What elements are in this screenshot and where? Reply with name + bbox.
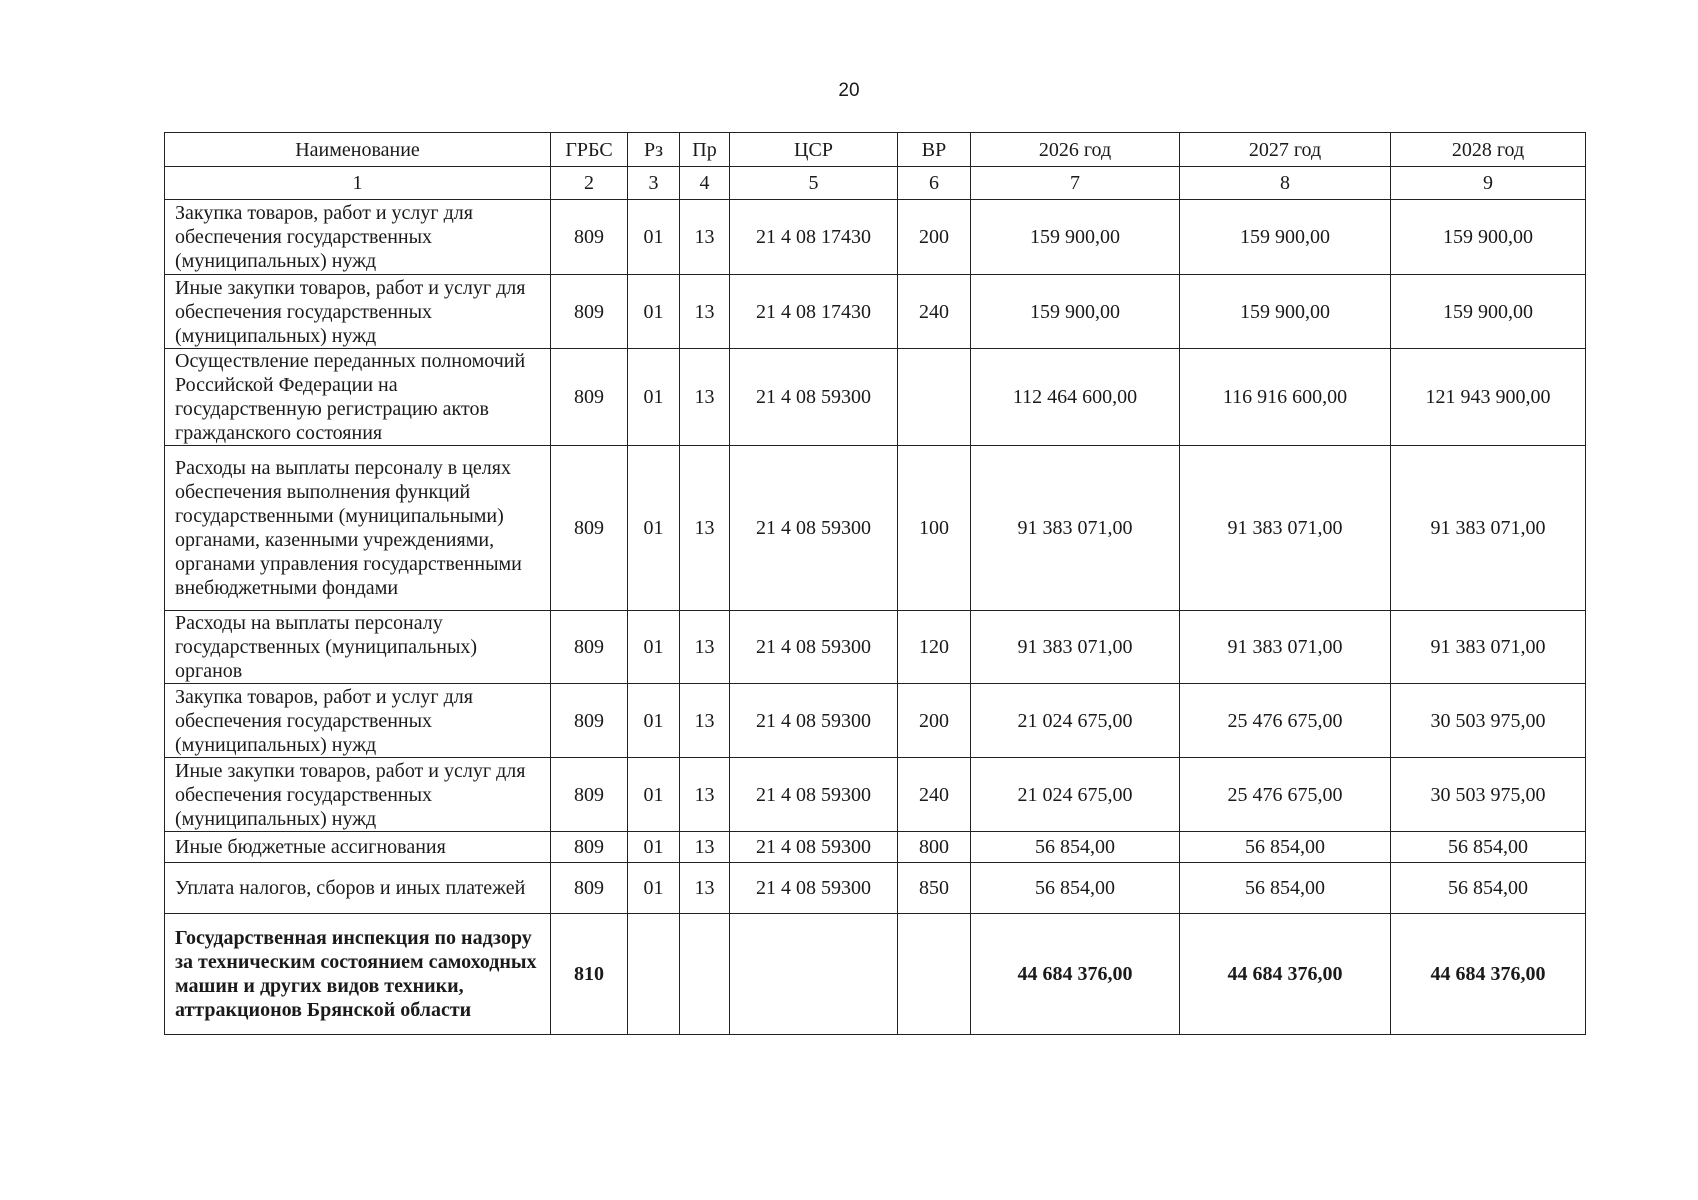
row-rz: 01 <box>628 611 680 684</box>
table-row <box>165 200 1586 275</box>
column-index: 7 <box>971 167 1180 200</box>
column-index: 4 <box>680 167 730 200</box>
table-row <box>165 914 1586 1035</box>
table-row <box>165 611 1586 684</box>
header-vr: ВР <box>898 133 971 167</box>
budget-table <box>164 132 1586 1035</box>
row-grbs: 810 <box>551 914 628 1035</box>
row-grbs: 809 <box>551 863 628 914</box>
header-name: Наименование <box>165 133 551 167</box>
table-row <box>165 349 1586 446</box>
row-amount-2027: 44 684 376,00 <box>1180 914 1391 1035</box>
header-row <box>165 133 1586 167</box>
row-amount-2027: 25 476 675,00 <box>1180 684 1391 758</box>
row-rz: 01 <box>628 275 680 349</box>
row-amount-2027: 56 854,00 <box>1180 832 1391 863</box>
table-row <box>165 275 1586 349</box>
row-amount-2026: 112 464 600,00 <box>971 349 1180 446</box>
row-vr: 100 <box>898 446 971 611</box>
row-pr: 13 <box>680 349 730 446</box>
column-index: 5 <box>730 167 898 200</box>
row-amount-2026: 21 024 675,00 <box>971 684 1180 758</box>
row-vr <box>898 349 971 446</box>
row-name: Иные закупки товаров, работ и услуг для обеспечения государственных (муниципальных) нужд <box>165 275 551 349</box>
row-amount-2028: 159 900,00 <box>1391 275 1586 349</box>
row-csr: 21 4 08 17430 <box>730 275 898 349</box>
row-csr: 21 4 08 59300 <box>730 863 898 914</box>
row-grbs: 809 <box>551 200 628 275</box>
column-index: 9 <box>1391 167 1586 200</box>
row-amount-2028: 91 383 071,00 <box>1391 611 1586 684</box>
row-amount-2028: 30 503 975,00 <box>1391 684 1586 758</box>
header-2027: 2027 год <box>1180 133 1391 167</box>
column-index: 1 <box>165 167 551 200</box>
row-amount-2026: 44 684 376,00 <box>971 914 1180 1035</box>
row-rz: 01 <box>628 446 680 611</box>
row-vr <box>898 914 971 1035</box>
row-amount-2026: 56 854,00 <box>971 832 1180 863</box>
row-pr: 13 <box>680 684 730 758</box>
column-index-row <box>165 167 1586 200</box>
header-grbs: ГРБС <box>551 133 628 167</box>
table-row <box>165 446 1586 611</box>
page-number: 20 <box>838 80 860 101</box>
row-amount-2028: 44 684 376,00 <box>1391 914 1586 1035</box>
row-pr: 13 <box>680 611 730 684</box>
row-amount-2027: 159 900,00 <box>1180 275 1391 349</box>
row-amount-2027: 159 900,00 <box>1180 200 1391 275</box>
row-grbs: 809 <box>551 832 628 863</box>
row-name: Осуществление переданных полномочий Российской Федерации на государственную регистрацию актов гражданского состояния <box>165 349 551 446</box>
row-name: Расходы на выплаты персоналу в целях обеспечения выполнения функций государственными (муниципальными) органами, казенными учреждениями, органами управления государственными внебюджетными фондами <box>165 446 551 611</box>
row-pr: 13 <box>680 832 730 863</box>
row-amount-2026: 91 383 071,00 <box>971 611 1180 684</box>
row-vr: 240 <box>898 275 971 349</box>
row-rz: 01 <box>628 200 680 275</box>
row-amount-2028: 56 854,00 <box>1391 832 1586 863</box>
row-rz: 01 <box>628 863 680 914</box>
header-2026: 2026 год <box>971 133 1180 167</box>
row-csr: 21 4 08 59300 <box>730 446 898 611</box>
row-name: Закупка товаров, работ и услуг для обеспечения государственных (муниципальных) нужд <box>165 200 551 275</box>
row-csr: 21 4 08 59300 <box>730 758 898 832</box>
row-csr: 21 4 08 59300 <box>730 684 898 758</box>
row-amount-2026: 56 854,00 <box>971 863 1180 914</box>
row-rz: 01 <box>628 684 680 758</box>
row-grbs: 809 <box>551 684 628 758</box>
row-rz: 01 <box>628 758 680 832</box>
row-csr <box>730 914 898 1035</box>
table-row <box>165 863 1586 914</box>
table-row <box>165 832 1586 863</box>
row-amount-2027: 56 854,00 <box>1180 863 1391 914</box>
row-name: Уплата налогов, сборов и иных платежей <box>165 863 551 914</box>
row-vr: 120 <box>898 611 971 684</box>
row-amount-2026: 159 900,00 <box>971 200 1180 275</box>
row-amount-2027: 91 383 071,00 <box>1180 611 1391 684</box>
column-index: 6 <box>898 167 971 200</box>
header-2028: 2028 год <box>1391 133 1586 167</box>
row-grbs: 809 <box>551 349 628 446</box>
row-grbs: 809 <box>551 758 628 832</box>
column-index: 2 <box>551 167 628 200</box>
row-pr: 13 <box>680 446 730 611</box>
row-csr: 21 4 08 17430 <box>730 200 898 275</box>
row-grbs: 809 <box>551 611 628 684</box>
row-amount-2026: 159 900,00 <box>971 275 1180 349</box>
row-amount-2028: 30 503 975,00 <box>1391 758 1586 832</box>
row-csr: 21 4 08 59300 <box>730 832 898 863</box>
row-name: Закупка товаров, работ и услуг для обеспечения государственных (муниципальных) нужд <box>165 684 551 758</box>
row-rz: 01 <box>628 349 680 446</box>
row-amount-2027: 25 476 675,00 <box>1180 758 1391 832</box>
row-pr <box>680 914 730 1035</box>
row-rz <box>628 914 680 1035</box>
row-pr: 13 <box>680 275 730 349</box>
row-amount-2026: 91 383 071,00 <box>971 446 1180 611</box>
column-index: 3 <box>628 167 680 200</box>
row-amount-2026: 21 024 675,00 <box>971 758 1180 832</box>
row-vr: 800 <box>898 832 971 863</box>
row-amount-2027: 91 383 071,00 <box>1180 446 1391 611</box>
table-row <box>165 758 1586 832</box>
header-rz: Рз <box>628 133 680 167</box>
row-pr: 13 <box>680 200 730 275</box>
row-name: Иные бюджетные ассигнования <box>165 832 551 863</box>
row-rz: 01 <box>628 832 680 863</box>
row-vr: 200 <box>898 200 971 275</box>
row-vr: 200 <box>898 684 971 758</box>
column-index: 8 <box>1180 167 1391 200</box>
table-row <box>165 684 1586 758</box>
row-amount-2027: 116 916 600,00 <box>1180 349 1391 446</box>
row-amount-2028: 121 943 900,00 <box>1391 349 1586 446</box>
header-csr: ЦСР <box>730 133 898 167</box>
header-pr: Пр <box>680 133 730 167</box>
row-csr: 21 4 08 59300 <box>730 611 898 684</box>
row-amount-2028: 91 383 071,00 <box>1391 446 1586 611</box>
row-amount-2028: 159 900,00 <box>1391 200 1586 275</box>
row-pr: 13 <box>680 758 730 832</box>
row-name: Расходы на выплаты персоналу государственных (муниципальных) органов <box>165 611 551 684</box>
row-name: Государственная инспекция по надзору за техническим состоянием самоходных машин и других видов техники, аттракционов Брянской области <box>165 914 551 1035</box>
row-grbs: 809 <box>551 275 628 349</box>
row-name: Иные закупки товаров, работ и услуг для обеспечения государственных (муниципальных) нужд <box>165 758 551 832</box>
row-pr: 13 <box>680 863 730 914</box>
row-csr: 21 4 08 59300 <box>730 349 898 446</box>
row-grbs: 809 <box>551 446 628 611</box>
row-vr: 240 <box>898 758 971 832</box>
row-amount-2028: 56 854,00 <box>1391 863 1586 914</box>
row-vr: 850 <box>898 863 971 914</box>
